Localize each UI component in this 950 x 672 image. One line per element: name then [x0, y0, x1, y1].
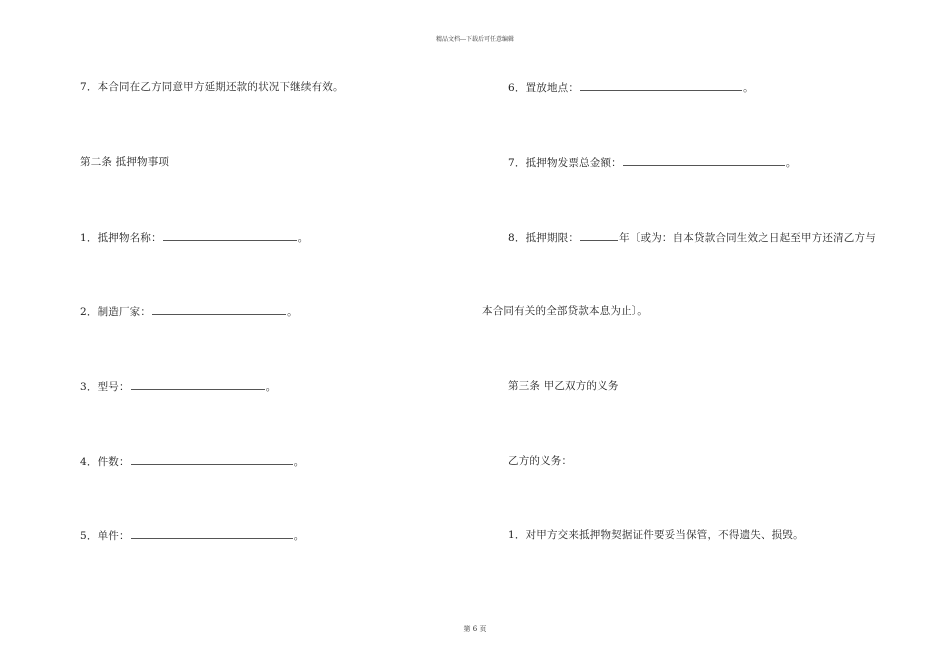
item-4-label: 4．件数：	[80, 456, 130, 468]
item-8-text: 年〔或为：自本贷款合同生效之日起至甲方还清乙方与	[619, 232, 876, 244]
item-3-label: 3．型号：	[80, 381, 130, 393]
party-b-duties-heading: 乙方的义务：	[508, 455, 573, 467]
item-7-suffix: 。	[785, 157, 797, 169]
item-7-label: 7．抵押物发票总金额：	[508, 157, 622, 169]
item-2-label: 2．制造厂家：	[80, 306, 152, 318]
left-item-3	[80, 379, 276, 394]
item-5-label: 5．单件：	[80, 530, 130, 542]
item-5-blank	[131, 528, 293, 539]
item-1-suffix: 。	[297, 232, 309, 244]
right-item-8	[508, 230, 876, 245]
article-3-title: 第三条 甲乙双方的义务	[508, 380, 619, 392]
item-8-label: 8．抵押期限：	[508, 232, 580, 244]
page-number: 第 6 页	[463, 625, 487, 633]
item-6-suffix: 。	[743, 82, 754, 94]
item-6-label: 6．置放地点：	[508, 82, 580, 94]
page-header: 精品文档---下载后可任意编辑	[435, 36, 515, 43]
item-5-suffix: 。	[293, 530, 305, 542]
right-item-7	[508, 155, 797, 170]
right-item-8-continued: 本合同有关的全部贷款本息为止〕。	[482, 305, 648, 317]
left-item-1	[80, 230, 308, 245]
duty-1: 1．对甲方交来抵押物契据证件要妥当保管，不得遗失、损毁。	[508, 529, 804, 541]
item-7-blank	[623, 155, 785, 166]
left-item-2	[80, 304, 298, 319]
item-3-blank	[131, 379, 265, 390]
right-item-6	[508, 80, 754, 95]
item-6-blank	[580, 80, 742, 91]
article-2-title: 第二条 抵押物事项	[80, 156, 170, 168]
item-1-label: 1．抵押物名称：	[80, 232, 162, 244]
left-item-4	[80, 454, 304, 469]
left-item-7: 7．本合同在乙方同意甲方延期还款的状况下继续有效。	[80, 81, 344, 93]
item-2-blank	[152, 304, 286, 315]
left-item-5	[80, 528, 304, 543]
item-1-blank	[163, 230, 297, 241]
item-8-blank	[580, 230, 618, 241]
item-2-suffix: 。	[287, 306, 298, 318]
item-4-suffix: 。	[293, 456, 305, 468]
item-4-blank	[131, 454, 293, 465]
item-3-suffix: 。	[265, 381, 277, 393]
